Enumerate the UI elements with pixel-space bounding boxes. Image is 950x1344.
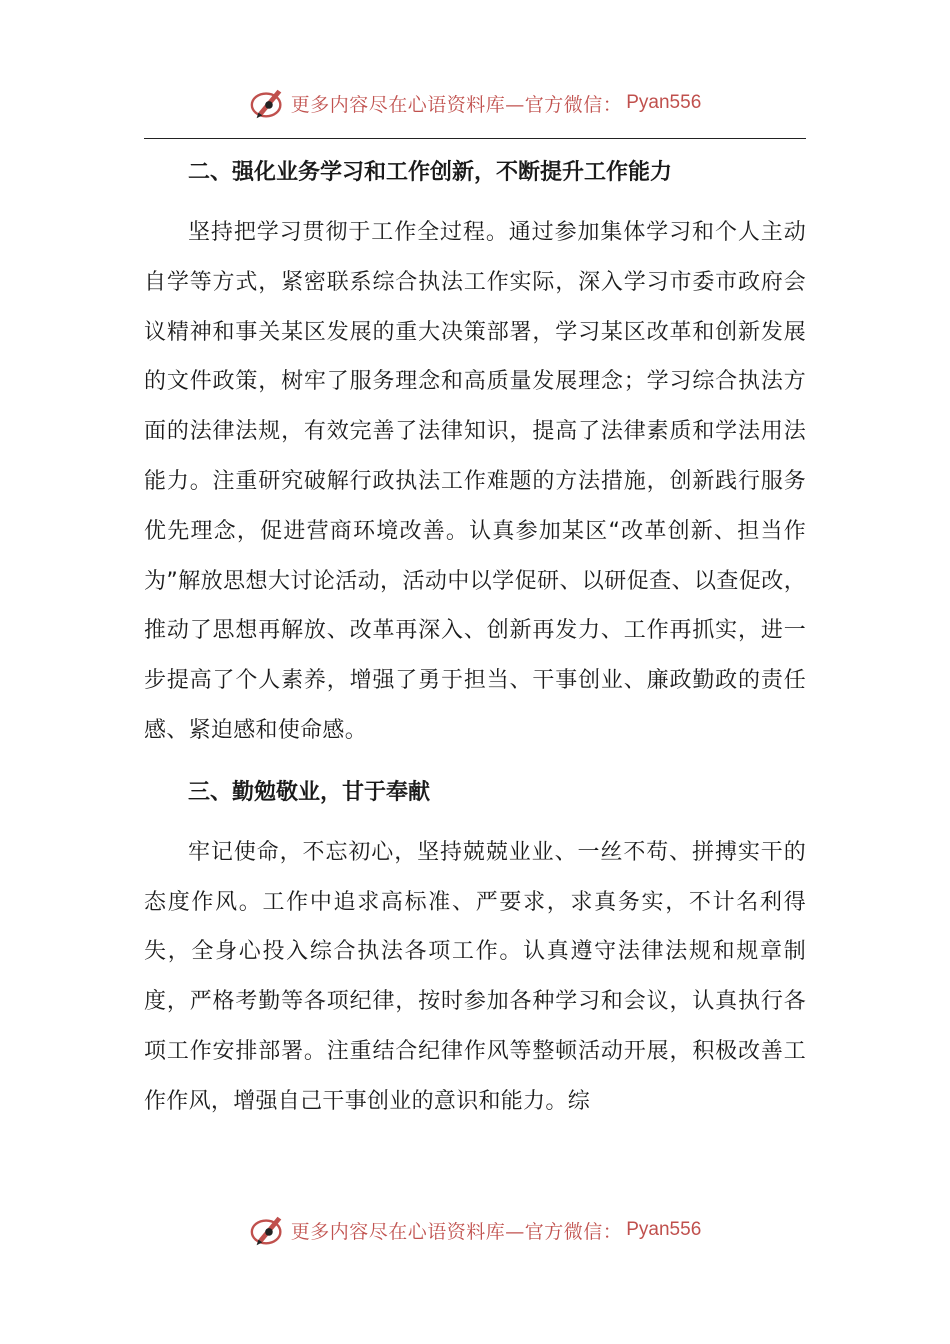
section-heading: 三、勤勉敬业，甘于奉献 (188, 779, 431, 805)
section-paragraph: 坚持把学习贯彻于工作全过程。通过参加集体学习和个人主动自学等方式，紧密联系综合执法工作实际，深入学习市委市政府会议精神和事关某区发展的重大决策部署，学习某区改革和创新发展的文件政策，树牢了服务理念和高质量发展理念；学习综合执法方面的法律法规，有效完善了法律知识，提高了法律素质和学法用法能力。注重研究破解行政执法工作难题的方法措施，创新践行服务优先理念，促进营商环境改善。认真参加某区“改革创新、担当作为”解放思想大讨论活动，活动中以学促研、以研促查、以查促改，推动了思想再解放、改革再深入、创新再发力、工作再抓实，进一步提高了个人素养，增强了勇于担当、干事创业、廉政勤政的责任感、紧迫感和使命感。 (144, 220, 806, 743)
footer-banner (0, 1208, 950, 1252)
document-body (144, 148, 806, 1127)
header-banner (0, 81, 950, 125)
section-heading: 二、强化业务学习和工作创新，不断提升工作能力 (188, 160, 673, 185)
banner-text: 更多内容尽在心语资料库—官方微信： (290, 93, 623, 116)
banner-text: 更多内容尽在心语资料库—官方微信： (290, 1220, 623, 1243)
pen-logo-icon (249, 84, 287, 122)
section-paragraph: 牢记使命，不忘初心，坚持兢兢业业、一丝不苟、拼搏实干的态度作风。工作中追求高标准、严要求，求真务实，不计名利得失，全身心投入综合执法各项工作。认真遵守法律法规和规章制度，严格考勤等各项纪律，按时参加各种学习和会议，认真执行各项工作安排部署。注重结合纪律作风等整顿活动开展，积极改善工作作风，增强自己干事创业的意识和能力。综 (144, 839, 806, 1114)
header-divider (144, 138, 806, 139)
banner-wechat-id: Pyan556 (626, 1219, 702, 1240)
banner-wechat-id: Pyan556 (626, 92, 702, 113)
pen-logo-icon (249, 1211, 287, 1249)
